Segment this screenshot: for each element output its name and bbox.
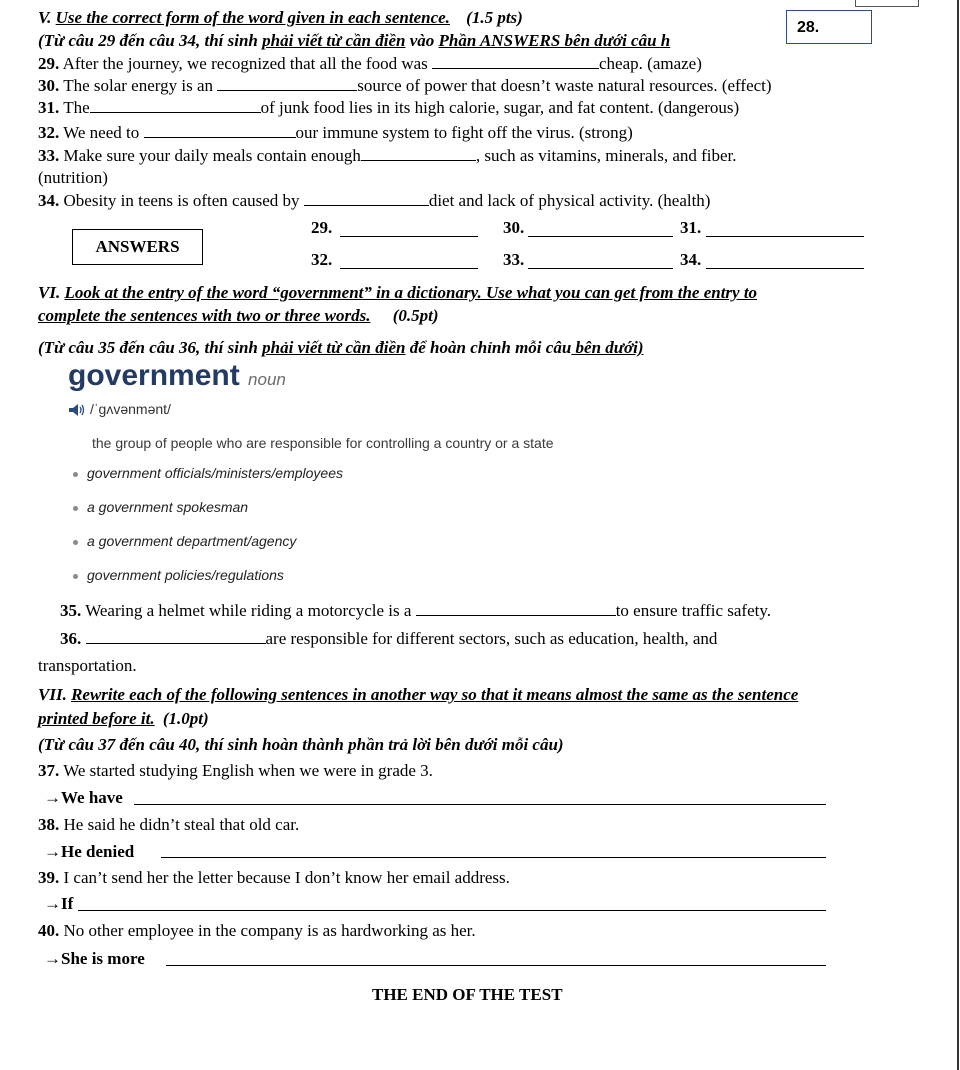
question-33 — [38, 145, 737, 167]
q-text: diet and lack of physical activity. (health) — [428, 191, 711, 210]
dictionary-example — [73, 496, 248, 518]
q-text: We started studying English when we were in grade 3. — [63, 761, 433, 780]
q-text: He said he didn’t steal that old car. — [63, 815, 300, 834]
answers-label: ANSWERS — [95, 237, 180, 256]
q-num: 32. — [38, 123, 60, 142]
q-num: 33. — [38, 146, 60, 165]
q-num: 38. — [38, 815, 60, 834]
page-right-border — [957, 0, 959, 1070]
instr-text: (Từ câu 35 đến câu 36, thí sinh — [38, 338, 263, 357]
section-5-number: V. — [38, 8, 52, 27]
answer-prompt-38: →He denied — [44, 842, 135, 861]
bullet-icon — [73, 472, 78, 477]
q-text: The solar energy is an — [63, 76, 214, 95]
q-num: 37. — [38, 761, 60, 780]
answer-blank[interactable] — [361, 145, 476, 161]
answer-29 — [311, 217, 332, 239]
section-5-points: (1.5 pts) — [466, 8, 523, 27]
answer-prompt-40: →She is more — [44, 949, 145, 968]
section-6-points: (0.5pt) — [392, 306, 439, 325]
section-7-number: VII. — [38, 685, 67, 704]
pronunciation-row — [68, 398, 171, 420]
section-6-title: Look at the entry of the word “government” in a dictionary. Use what you can get from the entry to — [64, 283, 758, 302]
answer-34-line[interactable] — [706, 268, 864, 269]
answer-33 — [503, 249, 524, 271]
answer-num: 30. — [503, 218, 525, 237]
q-num: 31. — [38, 98, 60, 117]
question-29 — [38, 53, 702, 75]
q-num: 34. — [38, 191, 60, 210]
section-6-instruction — [38, 337, 644, 359]
instr-text-underlined: phải viết từ cần điền — [262, 338, 406, 357]
dictionary-example — [73, 564, 284, 586]
instr-text: (Từ câu 29 đến câu 34, thí sinh — [38, 31, 263, 50]
answer-num: 31. — [680, 218, 702, 237]
section-6-title-cont: complete the sentences with two or three words. — [38, 306, 371, 325]
end-of-test: THE END OF THE TEST — [372, 985, 563, 1004]
q-num: 30. — [38, 76, 60, 95]
part-of-speech: noun — [248, 370, 286, 389]
q-text: our immune system to fight off the virus. (strong) — [295, 123, 633, 142]
q-text: source of power that doesn’t waste natural resources. (effect) — [357, 76, 772, 95]
dictionary-headword — [68, 358, 286, 398]
answers-label-box — [72, 229, 203, 265]
question-30 — [38, 75, 772, 97]
answer-blank[interactable] — [90, 97, 261, 113]
corner-box-frame — [855, 0, 919, 7]
answer-31-line[interactable] — [706, 236, 864, 237]
q-text: are responsible for different sectors, such as education, health, and — [265, 629, 718, 648]
speaker-icon[interactable] — [68, 403, 86, 417]
answer-30 — [503, 217, 524, 239]
q-text: Wearing a helmet while riding a motorcycle is a — [85, 601, 412, 620]
section-6-heading-line2 — [38, 305, 439, 327]
section-7-instruction: (Từ câu 37 đến câu 40, thí sinh hoàn thành phần trả lời bên dưới mỗi câu) — [38, 735, 564, 754]
section-7-heading — [38, 684, 798, 706]
answer-29-line[interactable] — [340, 236, 478, 237]
headword-text: government — [68, 359, 240, 392]
answer-line-38[interactable] — [161, 857, 826, 858]
answer-blank[interactable] — [432, 53, 599, 69]
bullet-icon — [73, 506, 78, 511]
question-37 — [38, 760, 433, 782]
q-num: 35. — [60, 601, 82, 620]
dictionary-example — [73, 530, 296, 552]
q-text: , such as vitamins, minerals, and fiber. — [475, 146, 737, 165]
example-text: government policies/regulations — [87, 567, 284, 583]
instr-text: vào — [405, 31, 439, 50]
answer-33-line[interactable] — [528, 268, 673, 269]
q-text: Obesity in teens is often caused by — [63, 191, 300, 210]
answer-num: 34. — [680, 250, 702, 269]
answer-num: 32. — [311, 250, 333, 269]
section-7-title-cont: printed before it. — [38, 709, 155, 728]
q-text: of junk food lies in its high calorie, sugar, and fat content. (dangerous) — [260, 98, 740, 117]
section-7-heading-line2 — [38, 708, 209, 730]
answer-line-39[interactable] — [78, 910, 826, 911]
question-40 — [38, 920, 476, 942]
q-text: After the journey, we recognized that all the food was — [62, 54, 428, 73]
bullet-icon — [73, 540, 78, 545]
q-text: No other employee in the company is as hardworking as her. — [63, 921, 476, 940]
answer-31 — [680, 217, 701, 239]
q-num: 39. — [38, 868, 60, 887]
dictionary-example — [73, 462, 343, 484]
answer-32-line[interactable] — [340, 268, 478, 269]
question-32 — [38, 122, 633, 144]
bullet-icon — [73, 574, 78, 579]
answer-prompt-39: →If — [44, 894, 74, 913]
answer-prompt-37: →We have — [44, 788, 123, 807]
section-6-number: VI. — [38, 283, 61, 302]
page-number-box — [786, 10, 872, 44]
answer-num: 33. — [503, 250, 525, 269]
answer-32 — [311, 249, 332, 271]
answer-blank[interactable] — [144, 122, 296, 138]
q-text: cheap. (amaze) — [599, 54, 702, 73]
instr-text-underlined: phải viết từ cần điền — [262, 31, 406, 50]
answer-blank[interactable] — [416, 600, 616, 616]
instr-text-underlined: Phần ANSWERS bên dưới câu h — [438, 31, 671, 50]
question-34 — [38, 190, 710, 212]
q-text: to ensure traffic safety. — [615, 601, 771, 620]
answer-blank[interactable] — [86, 628, 266, 644]
pronunciation-text: /ˈɡʌvənmənt/ — [90, 401, 171, 417]
example-text: government officials/ministers/employees — [87, 465, 343, 481]
section-5-heading — [38, 7, 523, 29]
q-num: 29. — [38, 54, 60, 73]
question-36-cont: transportation. — [38, 656, 137, 675]
answer-line-37[interactable] — [134, 804, 826, 805]
answer-34 — [680, 249, 701, 271]
dictionary-definition: the group of people who are responsible for controlling a country or a state — [92, 435, 554, 451]
instr-text-underlined: bên dưới) — [571, 338, 644, 357]
q-num: 40. — [38, 921, 60, 940]
q-num: 36. — [60, 629, 82, 648]
q-text: Make sure your daily meals contain enough — [63, 146, 361, 165]
example-text: a government department/agency — [87, 533, 297, 549]
question-36 — [60, 628, 717, 650]
answer-line-40[interactable] — [166, 965, 826, 966]
section-7-title: Rewrite each of the following sentences in another way so that it means almost the same as the sentence — [71, 685, 799, 704]
section-6-heading — [38, 282, 757, 304]
answer-blank[interactable] — [217, 75, 357, 91]
section-7-points: (1.0pt) — [162, 709, 209, 728]
answer-num: 29. — [311, 218, 333, 237]
answer-30-line[interactable] — [528, 236, 673, 237]
q-text: We need to — [63, 123, 140, 142]
q-text: I can’t send her the letter because I don’t know her email address. — [63, 868, 510, 887]
question-31 — [38, 97, 739, 119]
corner-number: 28. — [797, 19, 820, 36]
q-text: The — [63, 98, 90, 117]
instr-text: để hoàn chỉnh mỗi câu — [405, 338, 572, 357]
answer-blank[interactable] — [304, 190, 429, 206]
question-35 — [60, 600, 771, 622]
question-38 — [38, 814, 299, 836]
section-5-instruction — [38, 30, 670, 52]
section-5-title: Use the correct form of the word given in each sentence. — [55, 8, 450, 27]
example-text: a government spokesman — [87, 499, 249, 515]
question-33-hint: (nutrition) — [38, 168, 108, 187]
question-39 — [38, 867, 510, 889]
